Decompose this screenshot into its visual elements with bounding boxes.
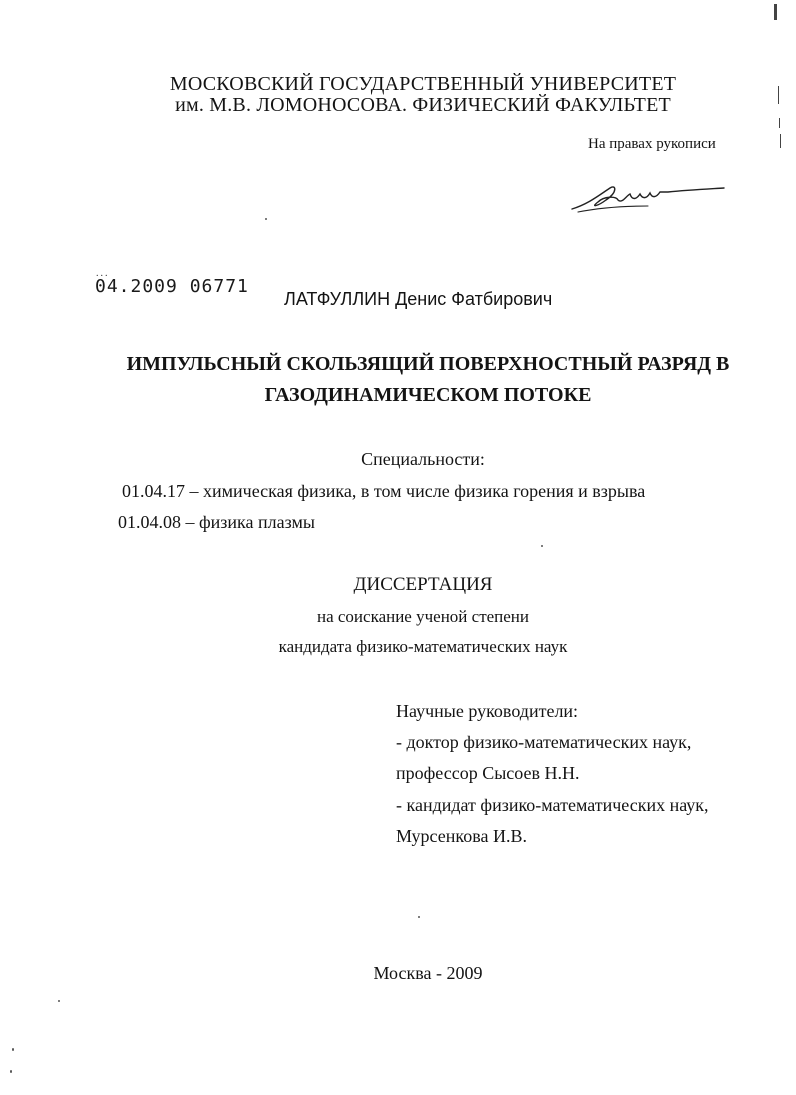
- library-stamp-number: 04.2009 06771: [95, 276, 249, 297]
- city-year: Москва - 2009: [373, 963, 483, 983]
- degree-line: на соискание ученой степени: [316, 607, 530, 626]
- degree-field-line: кандидата физико-математических наук: [278, 637, 568, 656]
- university-name-line2: им. М.В. ЛОМОНОСОВА. ФИЗИЧЕСКИЙ ФАКУЛЬТЕТ: [175, 94, 671, 116]
- supervisor-line: - доктор физико-математических наук,: [396, 732, 692, 752]
- university-name-line1: МОСКОВСКИЙ ГОСУДАРСТВЕННЫЙ УНИВЕРСИТЕТ: [169, 73, 677, 95]
- manuscript-rights-note: На правах рукописи: [588, 136, 716, 152]
- specialties-label: Специальности:: [361, 449, 485, 469]
- handwritten-signature: [568, 178, 728, 218]
- dissertation-heading: ДИССЕРТАЦИЯ: [353, 574, 493, 595]
- scan-edge-mark: [780, 134, 781, 148]
- supervisor-line: - кандидат физико-математических наук,: [396, 795, 709, 815]
- specialty-item: 01.04.08 – физика плазмы: [118, 512, 315, 532]
- author-name: ЛАТФУЛЛИН Денис Фатбирович: [284, 289, 553, 309]
- scan-speck: [418, 916, 420, 918]
- scan-speck: [12, 1048, 14, 1051]
- scan-edge-mark: [774, 4, 777, 20]
- supervisor-line: Мурсенкова И.В.: [396, 826, 527, 846]
- stamp-marks: ...: [96, 268, 110, 279]
- scan-edge-mark: [778, 86, 779, 104]
- specialty-item: 01.04.17 – химическая физика, в том числе физика горения и взрыва: [122, 481, 646, 501]
- supervisor-line: профессор Сысоев Н.Н.: [396, 763, 580, 783]
- supervisors-label: Научные руководители:: [396, 701, 579, 721]
- thesis-title-line1: ИМПУЛЬСНЫЙ СКОЛЬЗЯЩИЙ ПОВЕРХНОСТНЫЙ РАЗРЯД В: [126, 353, 730, 375]
- scan-speck: [58, 1000, 60, 1002]
- scan-speck: [10, 1070, 12, 1073]
- scan-speck: [265, 218, 267, 220]
- thesis-title-line2: ГАЗОДИНАМИЧЕСКОМ ПОТОКЕ: [264, 384, 592, 406]
- scan-speck: [541, 545, 543, 547]
- scan-edge-mark: [779, 118, 780, 128]
